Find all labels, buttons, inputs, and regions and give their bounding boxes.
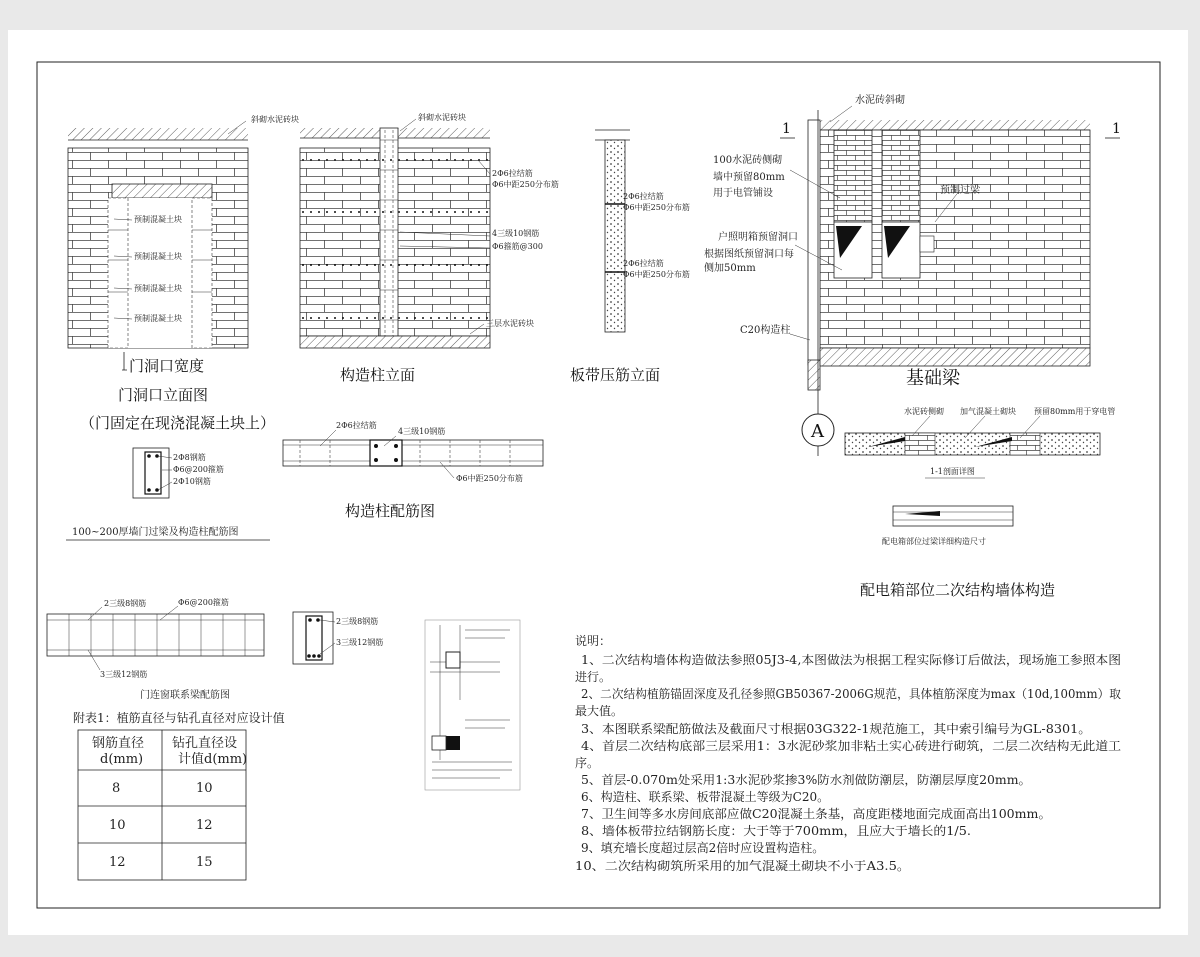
note-line: 序。 [575, 756, 600, 770]
note-line: 4、首层二次结构底部三层采用1：3水泥砂浆加非粘土实心砖进行砌筑，二层二次结构无此道工 [581, 739, 1084, 753]
panel-side-label: 用于电管铺设 [713, 188, 773, 199]
note-line: 3、本图联系梁配筋做法及截面尺寸根据03G322-1规范施工，其中索引编号为GL-8301。 [581, 722, 1061, 736]
table-cell: 12 [109, 855, 126, 870]
tie-beam-top-bar: 2三级8钢筋 [104, 599, 147, 608]
cut-mark-left: 1 [782, 121, 791, 137]
door-block-label: 预制混凝土块 [134, 314, 182, 323]
panel-opening-label: 侧加50mm [704, 263, 756, 274]
door-block-label: 预制混凝土块 [134, 252, 182, 261]
panel-side-label: 墙中预留80mm [713, 172, 785, 183]
panel-title: 配电箱部位二次结构墙体构造 [860, 581, 1056, 599]
table-title: 附表1：植筋直径与钻孔直径对应设计值 [73, 711, 285, 725]
note-line: 10、二次结构砌筑所采用的加气混凝土砌块不小于A3.5。 [575, 859, 883, 873]
table-cell: 10 [109, 818, 126, 833]
section-label: 加气混凝土砌块 [960, 407, 1016, 416]
tie-beam-title: 门连窗联系梁配筋图 [140, 690, 230, 701]
rebar-dist-bar: Φ6中距250分布筋 [456, 474, 523, 483]
table-cell: 8 [112, 781, 121, 796]
panel-column-label: C20构造柱 [740, 325, 791, 336]
door-title: 门洞口立面图 [118, 386, 209, 404]
axis-label: A [811, 421, 824, 442]
panel-side-label: 100水泥砖侧砌 [713, 155, 783, 166]
band-label: Φ6中距250分布筋 [623, 270, 690, 279]
panel-opening-label: 根据图纸预留洞口每 [704, 249, 794, 260]
note-line: 进行。 [575, 670, 612, 684]
tie-beam-bottom-bar: 3三级12钢筋 [100, 670, 148, 679]
section-label: 水泥砖侧砌 [904, 407, 944, 416]
panel-opening-label: 户照明箱预留洞口 [718, 232, 798, 243]
cut-mark-right: 1 [1112, 121, 1121, 137]
table-cell: 10 [196, 781, 213, 796]
band-label: 2Φ6拉结筋 [623, 259, 664, 268]
table-header: 钢筋直径 [92, 736, 145, 751]
note-line: 1、二次结构墙体构造做法参照05J3-4,本图做法为根据工程实际修订后做法，现场施工参照本图 [581, 653, 1088, 667]
door-subtitle: （门固定在现浇混凝土块上） [80, 414, 276, 432]
column-rebar-title: 构造柱配筋图 [345, 502, 436, 520]
rebar-tie-bar: 2Φ6拉结筋 [336, 421, 377, 430]
note-line: 6、构造柱、联系梁、板带混凝土等级为C20。 [581, 790, 830, 804]
panel-top-label: 水泥砖斜砌 [855, 95, 905, 106]
rebar-main-bar: 4三级10钢筋 [398, 427, 446, 436]
col-main-bar: 4三级10钢筋 [492, 229, 540, 238]
notes-heading: 说明： [575, 634, 612, 648]
door-width-label: 门洞口宽度 [129, 357, 205, 375]
col-elev-title: 构造柱立面 [340, 366, 416, 384]
lintel-stirrup: Φ6@200箍筋 [173, 465, 224, 474]
table-header: d(mm) [100, 752, 144, 767]
note-line: 5、首层-0.070m处采用1:3水泥砂浆掺3%防水剂做防潮层，防潮层厚度20mm。 [581, 773, 1015, 787]
lintel-top-bar: 2Φ8钢筋 [173, 453, 206, 462]
lintel-title: 100~200厚墙门过梁及构造柱配筋图 [72, 527, 239, 538]
col-base-label: 三层水泥砖块 [486, 319, 534, 328]
band-title: 板带压筋立面 [570, 366, 661, 384]
section-title: 1-1剖面详图 [930, 467, 975, 476]
door-top-label: 斜砌水泥砖块 [251, 115, 299, 124]
panel-lintel-label: 预制过梁 [940, 185, 980, 196]
table-cell: 12 [196, 818, 213, 833]
table-header: 钻孔直径设 [172, 736, 238, 751]
col-dist-bar: Φ6中距250分布筋 [492, 180, 559, 189]
note-line: 7、卫生间等多水房间底部应做C20混凝土条基，高度距楼地面完成面高出100mm。 [581, 807, 1031, 821]
note-line: 8、墙体板带拉结钢筋长度：大于等于700mm，且应大于墙长的1/5. [581, 824, 946, 838]
door-block-label: 预制混凝土块 [134, 215, 182, 224]
col-stirrup: Φ6箍筋@300 [492, 242, 543, 251]
table-cell: 15 [196, 855, 213, 870]
tie-beam-sec-top: 2三级8钢筋 [336, 617, 379, 626]
lintel-bottom-bar: 2Φ10钢筋 [173, 477, 211, 486]
col-top-label: 斜砌水泥砖块 [418, 113, 466, 122]
section-label: 预留80mm用于穿电管 [1034, 407, 1116, 416]
band-label: 2Φ6拉结筋 [623, 192, 664, 201]
tie-beam-stirrup: Φ6@200箍筋 [178, 598, 229, 607]
col-tie-bar: 2Φ6拉结筋 [492, 169, 533, 178]
table-header: 计值d(mm) [178, 752, 248, 767]
door-block-label: 预制混凝土块 [134, 284, 182, 293]
tie-beam-sec-bottom: 3三级12钢筋 [336, 638, 384, 647]
note-line: 9、填充墙长度超过层高2倍时应设置构造柱。 [581, 841, 825, 855]
detail-title: 配电箱部位过梁详细构造尺寸 [882, 537, 986, 546]
band-label: Φ6中距250分布筋 [623, 203, 690, 212]
panel-beam-label: 基础梁 [906, 368, 960, 389]
note-line: 最大值。 [575, 704, 624, 718]
note-line: 2、二次结构植筋锚固深度及孔径参照GB50367-2006G规范，具体植筋深度为max（10d,100mm）取 [581, 687, 1136, 701]
